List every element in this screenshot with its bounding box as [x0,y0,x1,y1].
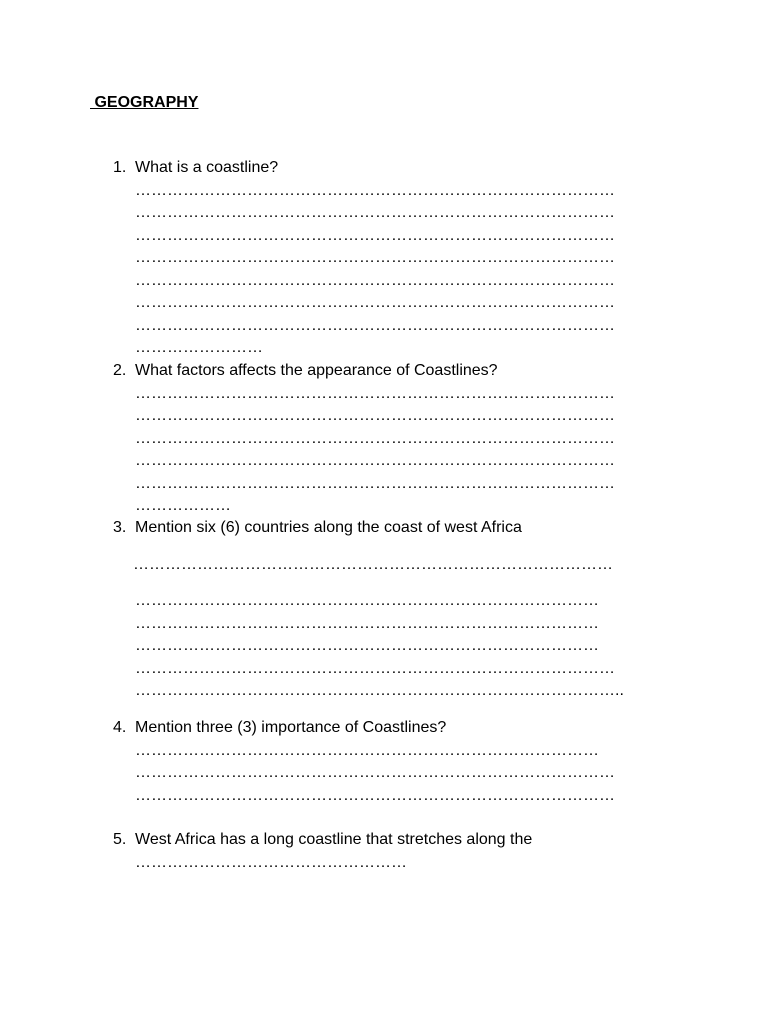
answer-line[interactable]: ……………………………………………………………………………… [135,764,615,781]
answer-line[interactable]: ……………………………………………………………………………… [135,786,615,804]
answer-line[interactable]: …………………………………………………………………………… [135,614,599,632]
question-1-text: What is a coastline? [135,159,279,176]
answer-line[interactable]: ……………………………………………………………………………… [135,429,615,447]
question-5-prompt [113,829,673,852]
answer-line[interactable]: ……………………………………………………………………………… [135,226,615,244]
answer-line[interactable]: ……………………………………………………………………………… [135,659,615,677]
answer-line[interactable]: ……………………………………………………………………………… [135,294,615,311]
question-4-number: 4. [113,719,127,736]
answer-line[interactable]: ……………………………………………………………………………….. [135,682,624,699]
question-4-prompt [113,717,673,740]
question-1 [113,157,673,360]
question-4-text: Mention three (3) importance of Coastlines? [135,719,447,736]
question-3-number: 3. [113,519,127,536]
question-1-prompt [113,157,673,180]
answer-line[interactable]: ……………………………………………………………………………… [135,474,615,492]
page-title: GEOGRAPHY [90,94,199,111]
answer-line[interactable]: ……………………………………………………………………………… [135,407,615,424]
answer-line[interactable]: ……………………………………………………………………………… [135,452,615,469]
answer-line[interactable]: ……………………………………………………………………………… [135,204,615,221]
answer-line[interactable]: ……………………………………………………………………………… [135,316,615,334]
answer-line[interactable]: …………………… [135,339,263,356]
question-5-number: 5. [113,831,127,848]
answer-line[interactable]: …………………………………………………………………………… [135,637,599,654]
answer-line[interactable]: ……………………………………………………………………………… [135,181,615,199]
answer-line[interactable]: …………………………………………… [135,853,407,871]
answer-line[interactable]: ……………………………………………………………………………… [135,271,615,289]
answer-line[interactable]: …………………………………………………………………………… [135,741,599,759]
question-2-number: 2. [113,362,127,379]
answer-line[interactable]: ……………… [135,497,231,514]
question-5-text: West Africa has a long coastline that stretches along the [135,831,533,848]
question-2-text: What factors affects the appearance of Coastlines? [135,362,498,379]
question-4 [113,717,673,807]
answer-line[interactable]: ……………………………………………………………………………… [135,384,615,402]
answer-line[interactable]: ……………………………………………………………………………… [135,249,615,266]
answer-line[interactable]: ……………………………………………………………………………… [133,555,613,573]
question-3-text: Mention six (6) countries along the coast of west Africa [135,519,522,536]
answer-line[interactable]: …………………………………………………………………………… [135,592,599,609]
question-5 [113,829,673,874]
question-1-number: 1. [113,159,127,176]
question-2 [113,360,673,518]
question-3-prompt [113,517,673,540]
question-2-prompt [113,360,673,383]
question-3 [113,517,673,703]
